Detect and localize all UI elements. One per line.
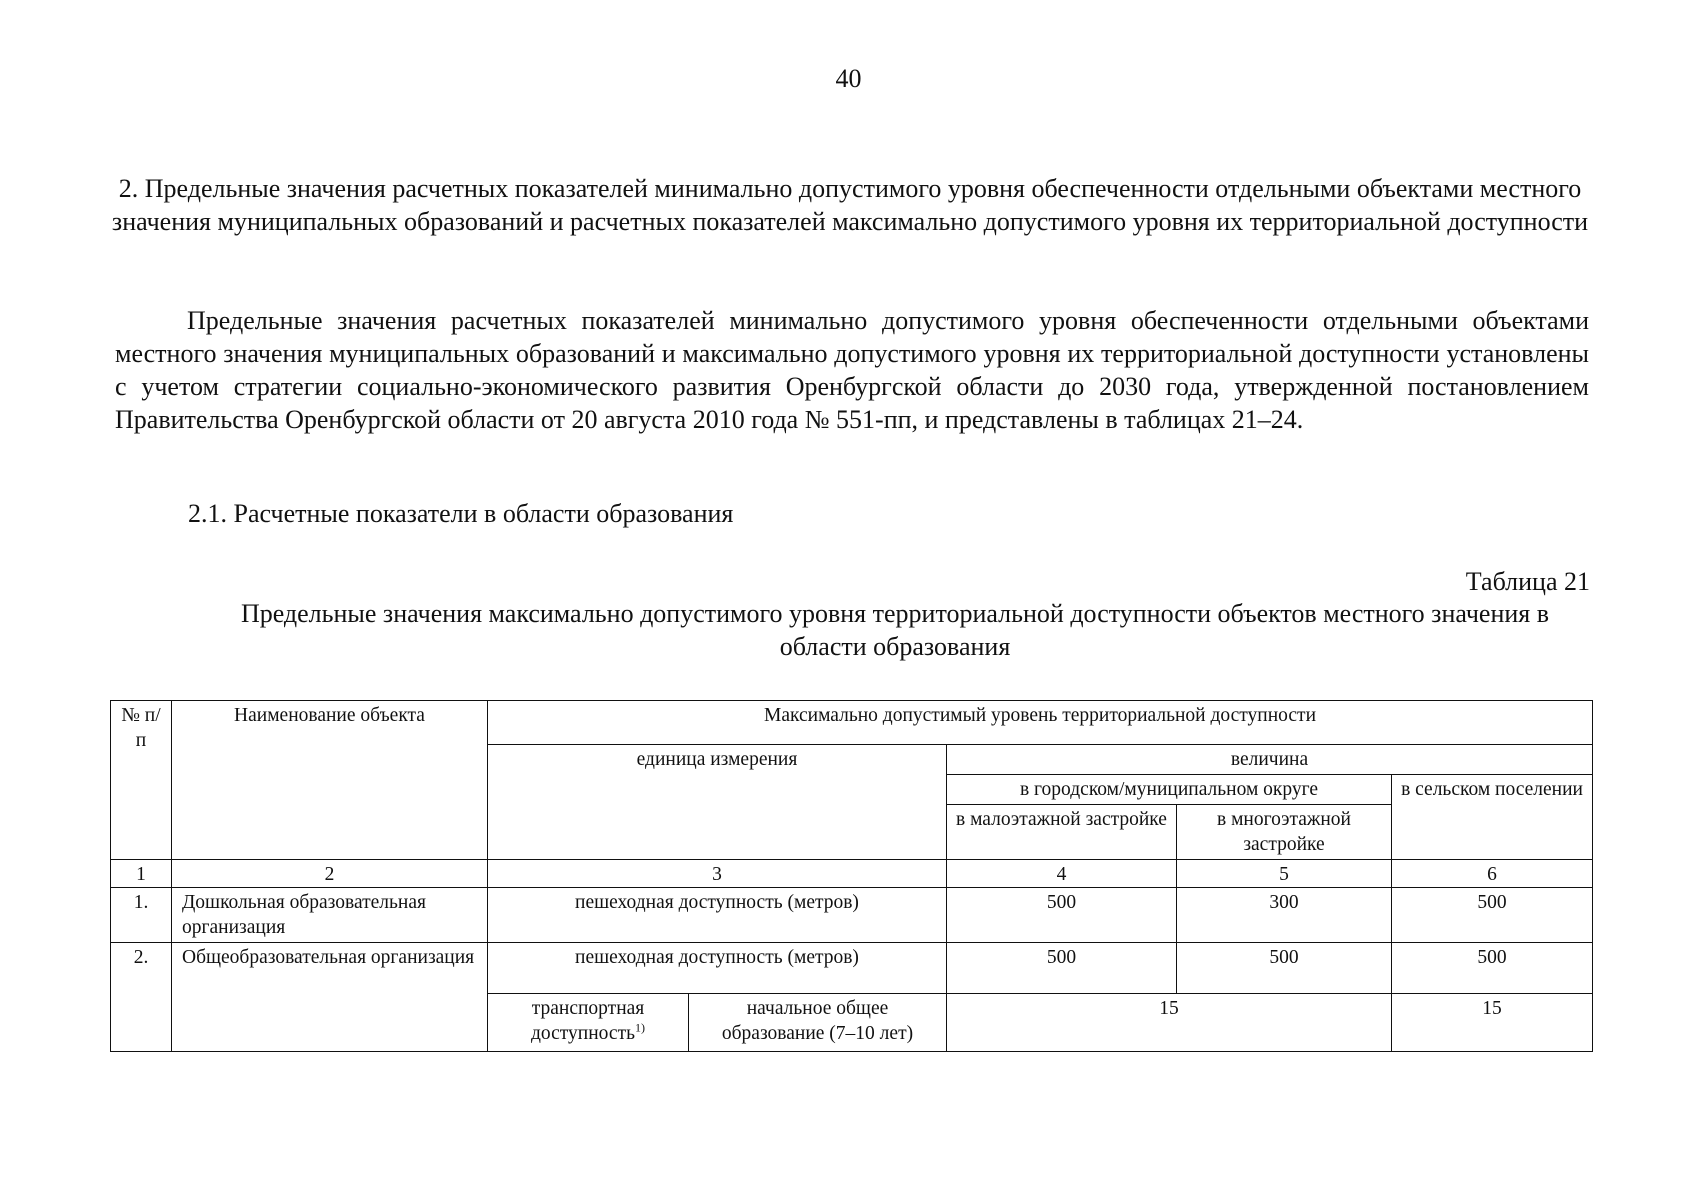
row-high-rise: 500 (1177, 943, 1392, 994)
row-unit: пешеходная доступность (метров) (488, 888, 947, 943)
col-number: 2 (172, 860, 488, 888)
transport-urban-value: 15 (947, 994, 1392, 1052)
table-row (111, 888, 1593, 943)
section-heading: 2. Предельные значения расчетных показателей минимально допустимого уровня обеспеченности отдельными объектами местного значения муниципальных образований и расчетных показателей максимально допустимого уровня их территориальной доступности (111, 174, 1589, 236)
header-value: величина (947, 745, 1593, 775)
transport-subject: начальное общее образование (7–10 лет) (689, 994, 947, 1052)
row-no: 2. (111, 943, 172, 1052)
row-name: Общеобразовательная организация (172, 943, 488, 1052)
page-number: 40 (835, 64, 862, 93)
header-no: № п/п (111, 701, 172, 860)
table-label: Таблица 21 (1465, 567, 1590, 596)
row-unit: пешеходная доступность (метров) (488, 943, 947, 994)
row-rural: 500 (1392, 943, 1593, 994)
header-name: Наименование объекта (172, 701, 488, 860)
transport-unit-type-text: транспортная доступность (530, 998, 645, 1044)
col-number: 3 (488, 860, 947, 888)
col-number: 4 (947, 860, 1177, 888)
row-rural: 500 (1392, 888, 1593, 943)
col-number: 1 (111, 860, 172, 888)
header-rural: в сельском поселении (1392, 775, 1593, 860)
table-caption: Предельные значения максимально допустимого уровня территориальной доступности объектов местного значения в области образования (240, 599, 1550, 661)
header-row-1 (111, 701, 1593, 745)
row-name: Дошкольная образовательная организация (172, 888, 488, 943)
intro-paragraph: Предельные значения расчетных показателей минимально допустимого уровня обеспеченности отдельными объектами местного значения муниципальных образований и максимально допустимого уровня их территориальной доступности установлены с учетом стратегии социально-экономического развития Оренбургской области до 2030 года, утвержденной постановлением Правительства Оренбургской области от 20 августа 2010 года № 551-пп, и представлены в таблицах 21–24. (115, 306, 1589, 434)
col-number: 5 (1177, 860, 1392, 888)
row-low-rise: 500 (947, 943, 1177, 994)
table-row (111, 943, 1593, 994)
row-no: 1. (111, 888, 172, 943)
norms-table (110, 700, 1593, 1052)
footnote-mark: 1) (635, 1020, 645, 1035)
header-urban: в городском/муниципальном округе (947, 775, 1392, 805)
subsection-heading: 2.1. Расчетные показатели в области образования (188, 499, 734, 528)
col-number: 6 (1392, 860, 1593, 888)
header-low-rise: в малоэтажной застройке (947, 805, 1177, 860)
header-high-rise: в многоэтажной застройке (1177, 805, 1392, 860)
row-high-rise: 300 (1177, 888, 1392, 943)
header-unit: единица измерения (488, 745, 947, 860)
header-max-level: Максимально допустимый уровень территориальной доступности (488, 701, 1593, 745)
transport-unit-type (488, 994, 689, 1052)
row-low-rise: 500 (947, 888, 1177, 943)
transport-rural-value: 15 (1392, 994, 1593, 1052)
column-numbers-row (111, 860, 1593, 888)
